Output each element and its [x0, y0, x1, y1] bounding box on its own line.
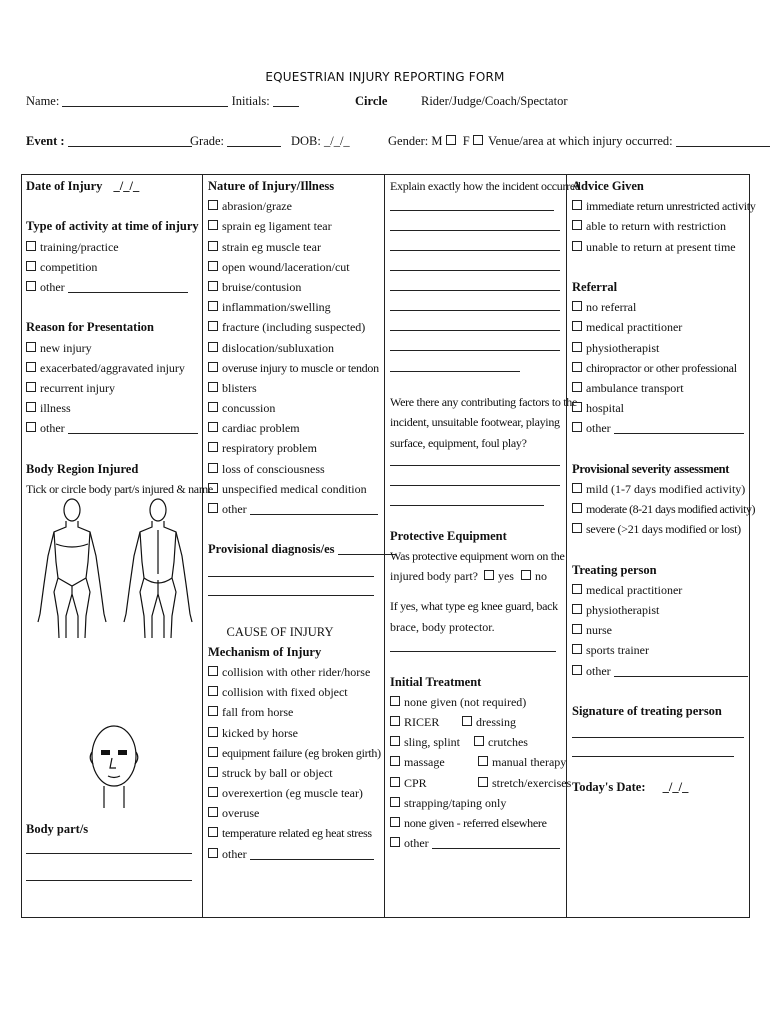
grade-label: Grade:: [190, 134, 225, 148]
diagnosis-row: [208, 539, 382, 559]
explain-input[interactable]: [390, 351, 520, 372]
signature-input[interactable]: [572, 721, 744, 738]
mechanism-option[interactable]: overuse: [208, 803, 382, 823]
nature-option[interactable]: concussion: [208, 398, 382, 418]
gender-f-checkbox[interactable]: [473, 135, 483, 145]
treatment-option[interactable]: none given - referred elsewhere: [390, 813, 564, 833]
advice-heading: Advice Given: [572, 179, 644, 193]
checkbox[interactable]: [572, 624, 582, 634]
body-front-diagram[interactable]: [32, 496, 112, 646]
mechanism-option[interactable]: equipment failure (eg broken girth): [208, 743, 382, 763]
checkbox[interactable]: [474, 736, 484, 746]
nature-option[interactable]: other: [208, 499, 382, 519]
checkbox[interactable]: [208, 301, 218, 311]
explain-input[interactable]: [390, 251, 560, 271]
checkbox[interactable]: [208, 666, 218, 676]
treatment-option-row[interactable]: sling, splint crutches: [390, 732, 564, 752]
name-field-row: [26, 94, 299, 109]
type-question: brace, body protector.: [390, 619, 495, 634]
checkbox[interactable]: [208, 281, 218, 291]
checkbox[interactable]: [572, 342, 582, 352]
mechanism-option[interactable]: struck by ball or object: [208, 763, 382, 783]
checkbox[interactable]: [208, 463, 218, 473]
nature-option[interactable]: bruise/contusion: [208, 277, 382, 297]
activity-option[interactable]: training/practice: [26, 237, 198, 257]
treatment-option-row[interactable]: massage manual therapy: [390, 752, 564, 772]
checkbox[interactable]: [208, 686, 218, 696]
column-injury-info: [26, 176, 213, 499]
event-input[interactable]: [68, 134, 192, 147]
checkbox[interactable]: [208, 747, 218, 757]
checkbox[interactable]: [572, 523, 582, 533]
checkbox[interactable]: [572, 301, 582, 311]
referral-option[interactable]: physiotherapist: [572, 338, 748, 358]
explain-input[interactable]: [390, 271, 560, 291]
nature-option[interactable]: abrasion/graze: [208, 196, 382, 216]
checkbox[interactable]: [390, 777, 400, 787]
cause-heading: CAUSE OF INJURY: [226, 624, 334, 639]
severity-option[interactable]: moderate (8-21 days modified activity): [572, 499, 748, 519]
activity-option[interactable]: competition: [26, 257, 198, 277]
checkbox[interactable]: [208, 442, 218, 452]
checkbox[interactable]: [572, 422, 582, 432]
mechanism-option[interactable]: overexertion (eg muscle tear): [208, 783, 382, 803]
protective-question: Was protective equipment worn on the: [390, 548, 565, 563]
mechanism-option[interactable]: collision with fixed object: [208, 682, 382, 702]
other-input[interactable]: [614, 664, 748, 677]
name-input[interactable]: [62, 94, 228, 107]
reason-option[interactable]: exacerbated/aggravated injury: [26, 358, 198, 378]
mechanism-option[interactable]: temperature related eg heat stress: [208, 823, 382, 843]
factors-input[interactable]: [390, 486, 544, 506]
checkbox[interactable]: [390, 696, 400, 706]
other-input[interactable]: [250, 847, 374, 860]
referral-option[interactable]: no referral: [572, 297, 748, 317]
checkbox[interactable]: [208, 321, 218, 331]
date-of-injury-label: Date of Injury: [26, 179, 103, 193]
nature-option[interactable]: loss of consciousness: [208, 459, 382, 479]
nature-option[interactable]: strain eg muscle tear: [208, 237, 382, 257]
event-field-row: [26, 134, 192, 149]
todays-date-row: [572, 777, 748, 797]
factors-text: incident, unsuitable footwear, playing: [390, 415, 560, 430]
checkbox[interactable]: [572, 382, 582, 392]
checkbox[interactable]: [26, 261, 36, 271]
mechanism-option[interactable]: other: [208, 844, 382, 864]
checkbox[interactable]: [390, 797, 400, 807]
checkbox[interactable]: [572, 241, 582, 251]
checkbox[interactable]: [26, 281, 36, 291]
gender-m-checkbox[interactable]: [446, 135, 456, 145]
explain-input[interactable]: [390, 211, 560, 231]
checkbox[interactable]: [208, 241, 218, 251]
reason-option[interactable]: illness: [26, 398, 198, 418]
checkbox[interactable]: [390, 837, 400, 847]
checkbox[interactable]: [572, 604, 582, 614]
checkbox[interactable]: [572, 321, 582, 331]
nature-option[interactable]: blisters: [208, 378, 382, 398]
signature-label: Signature of treating person: [572, 703, 722, 718]
signature-input[interactable]: [572, 738, 734, 757]
checkbox[interactable]: [26, 362, 36, 372]
body-parts-input[interactable]: [26, 854, 192, 881]
treatment-option-row[interactable]: RICER dressing: [390, 712, 564, 732]
checkbox[interactable]: [390, 756, 400, 766]
checkbox[interactable]: [390, 716, 400, 726]
body-region-heading: Body Region Injured: [26, 461, 139, 476]
mechanism-heading: Mechanism of Injury: [208, 644, 322, 659]
explain-input[interactable]: [390, 231, 560, 251]
checkbox[interactable]: [572, 402, 582, 412]
venue-input[interactable]: [676, 134, 770, 147]
referral-option[interactable]: hospital: [572, 398, 748, 418]
explain-input[interactable]: [390, 311, 560, 331]
no-checkbox[interactable]: [521, 570, 531, 580]
checkbox[interactable]: [390, 817, 400, 827]
severity-option[interactable]: severe (>21 days modified or lost): [572, 519, 748, 539]
checkbox[interactable]: [572, 220, 582, 230]
nature-option[interactable]: dislocation/subluxation: [208, 338, 382, 358]
gender-f-label: F: [462, 134, 470, 148]
checkbox[interactable]: [462, 716, 472, 726]
checkbox[interactable]: [208, 220, 218, 230]
other-input[interactable]: [432, 836, 560, 849]
other-input[interactable]: [68, 421, 198, 434]
name-label: Name:: [26, 94, 60, 108]
nature-option[interactable]: respiratory problem: [208, 438, 382, 458]
head-diagram[interactable]: [86, 712, 142, 812]
venue-field-row: [488, 134, 770, 149]
checkbox[interactable]: [572, 483, 582, 493]
treating-option[interactable]: nurse: [572, 620, 748, 640]
yes-label: yes: [497, 569, 514, 584]
initials-input[interactable]: [273, 94, 299, 107]
mechanism-option[interactable]: collision with other rider/horse: [208, 662, 382, 682]
checkbox[interactable]: [208, 807, 218, 817]
checkbox[interactable]: [208, 727, 218, 737]
date-of-injury-input[interactable]: _/_/_: [113, 179, 140, 193]
activity-option[interactable]: other: [26, 277, 198, 297]
reason-option[interactable]: new injury: [26, 338, 198, 358]
body-region-instruction: Tick or circle body part/s injured & name: [26, 481, 213, 496]
checkbox[interactable]: [208, 767, 218, 777]
checkbox[interactable]: [572, 584, 582, 594]
column-divider: [566, 174, 567, 918]
roles-options[interactable]: Rider/Judge/Coach/Spectator: [421, 94, 568, 108]
checkbox[interactable]: [390, 736, 400, 746]
checkbox[interactable]: [208, 382, 218, 392]
reason-heading: Reason for Presentation: [26, 320, 154, 335]
advice-option[interactable]: unable to return at present time: [572, 237, 748, 257]
date-of-injury-row: [26, 176, 198, 196]
nature-option[interactable]: inflammation/swelling: [208, 297, 382, 317]
nature-heading: Nature of Injury/Illness: [208, 179, 335, 193]
checkbox[interactable]: [572, 503, 582, 513]
checkbox[interactable]: [26, 342, 36, 352]
checkbox[interactable]: [572, 362, 582, 372]
dob-field[interactable]: DOB: _/_/_: [291, 134, 350, 148]
referral-option[interactable]: ambulance transport: [572, 378, 748, 398]
body-parts-label: Body part/s: [26, 822, 89, 836]
nature-option[interactable]: unspecified medical condition: [208, 479, 382, 499]
nature-option[interactable]: overuse injury to muscle or tendon: [208, 358, 382, 378]
factors-text: surface, equipment, foul play?: [390, 435, 527, 450]
checkbox[interactable]: [26, 402, 36, 412]
column-nature-cause: [208, 176, 382, 864]
factors-text: Were there any contributing factors to the: [390, 395, 578, 410]
no-label: no: [534, 569, 547, 584]
treating-option[interactable]: medical practitioner: [572, 580, 748, 600]
referral-option[interactable]: medical practitioner: [572, 317, 748, 337]
explain-input[interactable]: [390, 196, 554, 211]
event-label: Event :: [26, 134, 65, 148]
treating-option[interactable]: sports trainer: [572, 640, 748, 660]
checkbox[interactable]: [208, 827, 218, 837]
diagnosis-input[interactable]: [338, 542, 396, 555]
referral-option[interactable]: other: [572, 418, 748, 438]
checkbox[interactable]: [572, 644, 582, 654]
advice-option[interactable]: immediate return unrestricted activity: [572, 196, 748, 216]
explain-input[interactable]: [390, 331, 560, 351]
activity-heading: Type of activity at time of injury: [26, 219, 199, 234]
severity-option[interactable]: mild (1-7 days modified activity): [572, 479, 748, 499]
checkbox[interactable]: [208, 362, 218, 372]
nature-option[interactable]: sprain eg ligament tear: [208, 216, 382, 236]
treating-option[interactable]: other: [572, 661, 748, 681]
other-input[interactable]: [614, 421, 744, 434]
treating-heading: Treating person: [572, 562, 657, 577]
type-input[interactable]: [390, 637, 556, 652]
venue-label: Venue/area at which injury occurred:: [488, 134, 673, 148]
treatment-heading: Initial Treatment: [390, 674, 482, 689]
treatment-option[interactable]: none given (not required): [390, 692, 564, 712]
reason-option[interactable]: other: [26, 418, 198, 438]
checkbox[interactable]: [478, 777, 488, 787]
body-back-diagram[interactable]: [118, 496, 198, 646]
treatment-option[interactable]: other: [390, 833, 564, 853]
other-input[interactable]: [68, 280, 188, 293]
checkbox[interactable]: [208, 848, 218, 858]
circle-label: Circle: [355, 94, 388, 108]
diagnosis-input[interactable]: [208, 577, 374, 596]
checkbox[interactable]: [208, 261, 218, 271]
checkbox[interactable]: [26, 382, 36, 392]
checkbox[interactable]: [208, 503, 218, 513]
checkbox[interactable]: [208, 342, 218, 352]
protective-heading: Protective Equipment: [390, 528, 507, 543]
gender-label: Gender: M: [388, 134, 443, 148]
grade-input[interactable]: [227, 134, 281, 147]
type-question: If yes, what type eg knee guard, back: [390, 599, 558, 614]
todays-date-label: Today's Date:: [572, 780, 646, 795]
nature-option[interactable]: cardiac problem: [208, 418, 382, 438]
mechanism-option[interactable]: kicked by horse: [208, 723, 382, 743]
checkbox[interactable]: [208, 200, 218, 210]
todays-date-input[interactable]: _/_/_: [662, 780, 689, 795]
grade-field-row: [190, 134, 281, 149]
nature-option[interactable]: fracture (including suspected): [208, 317, 382, 337]
treating-option[interactable]: physiotherapist: [572, 600, 748, 620]
column-divider: [202, 174, 203, 918]
other-input[interactable]: [250, 502, 378, 515]
factors-input[interactable]: [390, 466, 560, 486]
treatment-option[interactable]: strapping/taping only: [390, 793, 564, 813]
diagnosis-input[interactable]: [208, 560, 374, 577]
gender-field-row: [388, 134, 487, 149]
initials-label: Initials:: [231, 94, 270, 108]
explain-input[interactable]: [390, 291, 560, 311]
checkbox[interactable]: [208, 483, 218, 493]
referral-heading: Referral: [572, 279, 618, 294]
checkbox[interactable]: [208, 422, 218, 432]
advice-option[interactable]: able to return with restriction: [572, 216, 748, 236]
checkbox[interactable]: [208, 402, 218, 412]
severity-heading: Provisional severity assessment: [572, 461, 730, 476]
mechanism-option[interactable]: fall from horse: [208, 702, 382, 722]
reason-option[interactable]: recurrent injury: [26, 378, 198, 398]
checkbox[interactable]: [208, 706, 218, 716]
checkbox[interactable]: [572, 665, 582, 675]
nature-option[interactable]: open wound/laceration/cut: [208, 257, 382, 277]
yes-checkbox[interactable]: [484, 570, 494, 580]
form-title: EQUESTRIAN INJURY REPORTING FORM: [265, 70, 505, 84]
body-parts-section: [26, 819, 198, 881]
factors-input[interactable]: [390, 453, 560, 466]
checkbox[interactable]: [26, 241, 36, 251]
explain-label: Explain exactly how the incident occurred: [390, 179, 581, 193]
diagnosis-label: Provisional diagnosis/es: [208, 542, 335, 557]
column-incident: [390, 176, 581, 853]
column-advice-referral: [572, 176, 756, 797]
protective-question-row: injured body part? yes no: [390, 569, 547, 584]
body-parts-input[interactable]: [26, 839, 192, 854]
referral-option[interactable]: chiropractor or other professional: [572, 358, 748, 378]
checkbox[interactable]: [572, 200, 582, 210]
checkbox[interactable]: [208, 787, 218, 797]
treatment-option-row[interactable]: CPR stretch/exercises: [390, 773, 564, 793]
checkbox[interactable]: [478, 756, 488, 766]
checkbox[interactable]: [26, 422, 36, 432]
